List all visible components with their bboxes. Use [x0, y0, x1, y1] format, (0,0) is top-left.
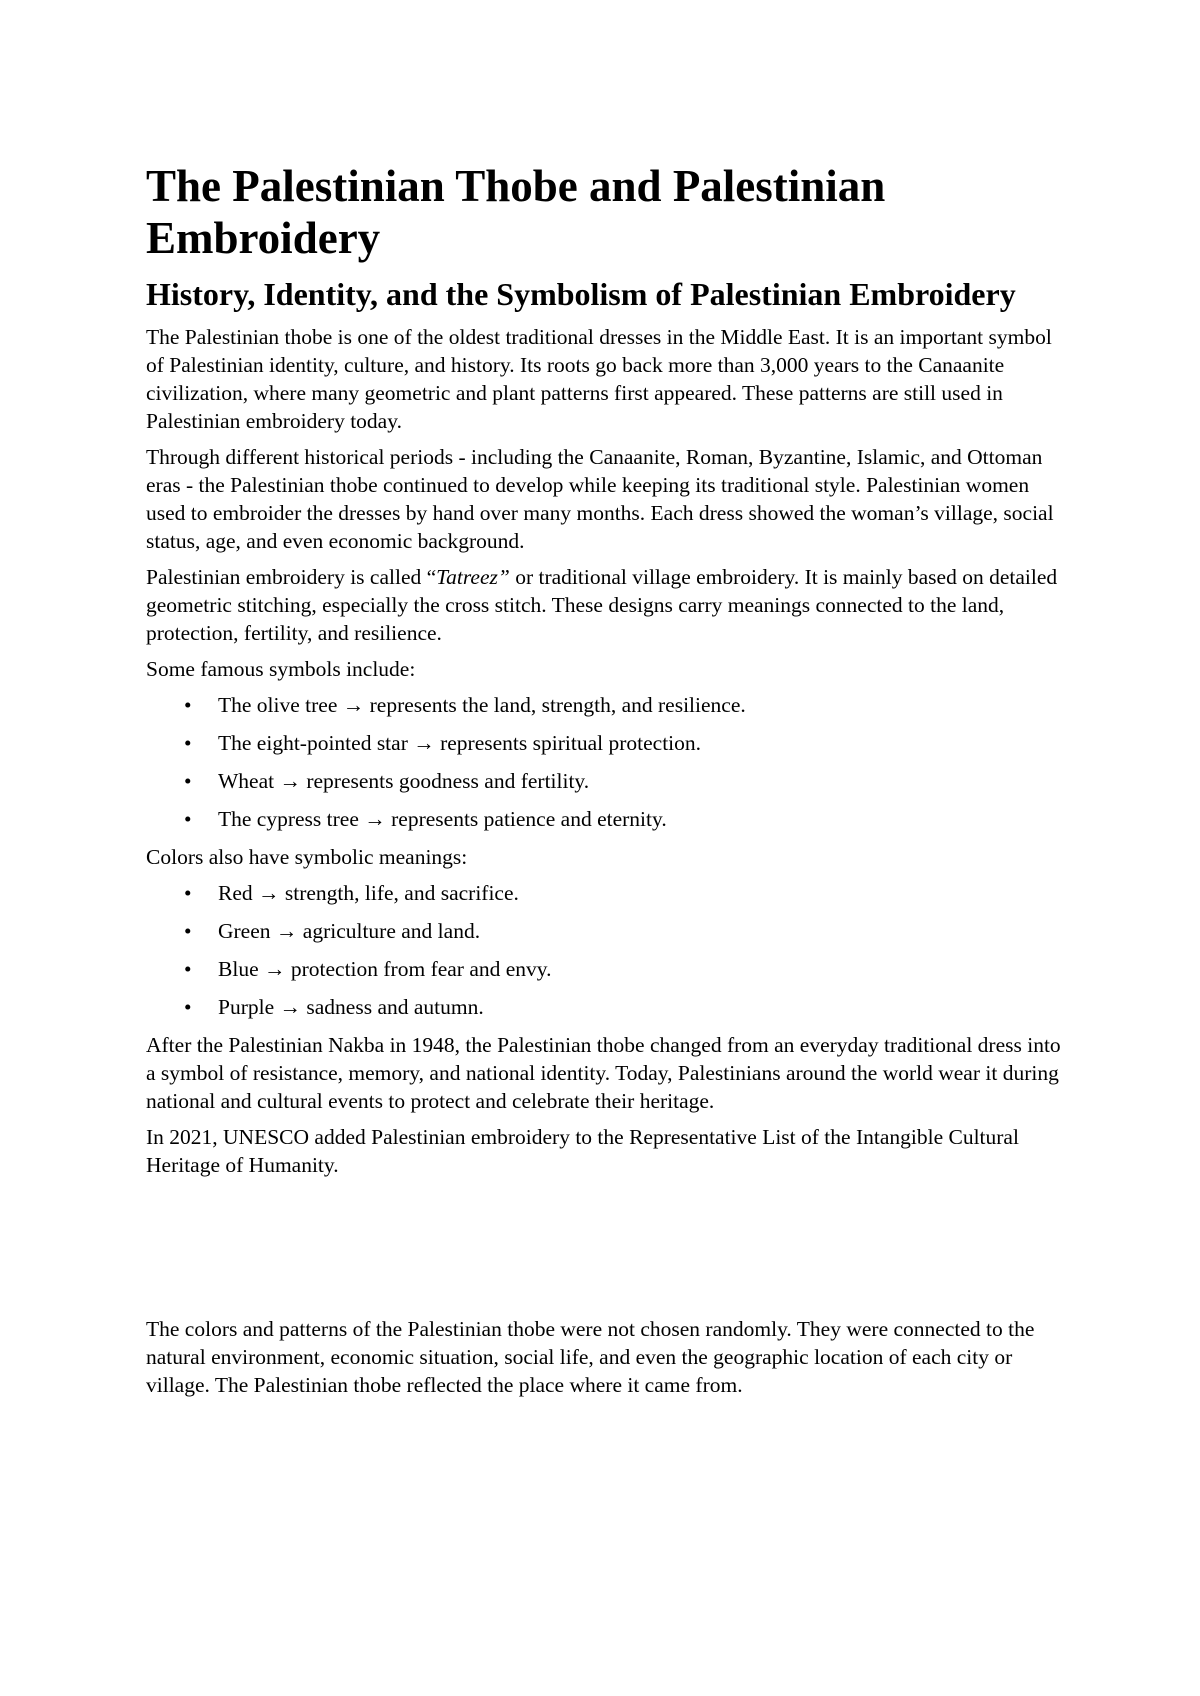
tatreez-text-before: Palestinian embroidery is called “ [146, 565, 437, 589]
bullet-icon: • [184, 919, 192, 943]
list-item-text: Green → agriculture and land. [218, 919, 481, 943]
tatreez-term: Tatreez” [436, 565, 510, 589]
symbols-list [146, 691, 1066, 833]
list-item [146, 729, 1066, 757]
list-item-text: The eight-pointed star → represents spiritual protection. [218, 731, 702, 755]
list-item-text: Wheat → represents goodness and fertility. [218, 769, 590, 793]
paragraph-origins: The Palestinian thobe is one of the oldest traditional dresses in the Middle East. It is an important symbol of Palestinian identity, culture, and history. Its roots go back more than 3,000 years to the Canaanite civilization, where many geometric and plant patterns first appeared. These patterns are still used in Palestinian embroidery today. [146, 325, 1052, 433]
bullet-icon: • [184, 995, 192, 1019]
list-item [146, 879, 1066, 907]
list-item-text: Purple → sadness and autumn. [218, 995, 484, 1019]
tatreez-text-after: or traditional village embroidery. It is mainly based on detailed geometric stitching, especially the cross stitch. These designs carry meanings connected to the land, protection, fertility, and resilience. [146, 565, 1058, 645]
list-item-text: Blue → protection from fear and envy. [218, 957, 552, 981]
paragraph-tatreez [146, 563, 1066, 647]
colors-list [146, 879, 1066, 1021]
paragraph-history: Through different historical periods - including the Canaanite, Roman, Byzantine, Islamic, and Ottoman eras - the Palestinian thobe continued to develop while keeping its traditional style. Palestinian women used to embroider the dresses by hand over many months. Each dress showed the woman’s village, social status, age, and even economic background. [146, 445, 1054, 553]
bullet-icon: • [184, 807, 192, 831]
blank-space [146, 1187, 1066, 1315]
list-item-text: Red → strength, life, and sacrifice. [218, 881, 519, 905]
list-item [146, 993, 1066, 1021]
list-item [146, 767, 1066, 795]
list-item [146, 805, 1066, 833]
list-item [146, 917, 1066, 945]
list-item-text: The cypress tree → represents patience and eternity. [218, 807, 667, 831]
bullet-icon: • [184, 769, 192, 793]
paragraph-unesco: In 2021, UNESCO added Palestinian embroidery to the Representative List of the Intangible Cultural Heritage of Humanity. [146, 1125, 1019, 1177]
symbols-intro: Some famous symbols include: [146, 657, 416, 681]
colors-intro: Colors also have symbolic meanings: [146, 845, 468, 869]
paragraph-nakba: After the Palestinian Nakba in 1948, the Palestinian thobe changed from an everyday traditional dress into a symbol of resistance, memory, and national identity. Today, Palestinians around the world wear it during national and cultural events to protect and celebrate their heritage. [146, 1033, 1061, 1113]
document-page [146, 160, 1066, 1407]
bullet-icon: • [184, 957, 192, 981]
bullet-icon: • [184, 731, 192, 755]
bullet-icon: • [184, 693, 192, 717]
list-item-text: The olive tree → represents the land, strength, and resilience. [218, 693, 746, 717]
document-subtitle: History, Identity, and the Symbolism of Palestinian Embroidery [146, 276, 1016, 312]
bullet-icon: • [184, 881, 192, 905]
list-item [146, 955, 1066, 983]
list-item [146, 691, 1066, 719]
paragraph-patterns: The colors and patterns of the Palestinian thobe were not chosen randomly. They were connected to the natural environment, economic situation, social life, and even the geographic location of each city or village. The Palestinian thobe reflected the place where it came from. [146, 1317, 1035, 1397]
document-title: The Palestinian Thobe and Palestinian Embroidery [146, 161, 886, 263]
